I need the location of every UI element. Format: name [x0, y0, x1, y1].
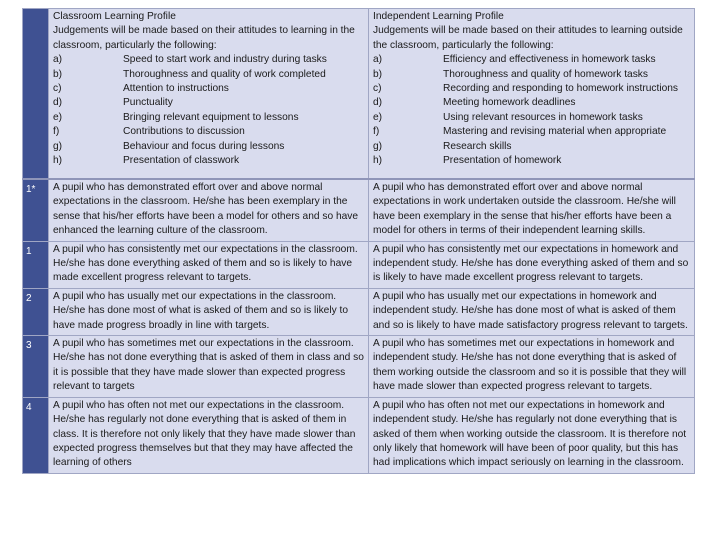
criteria-item: g) Research skills [373, 140, 512, 152]
classroom-descriptor: A pupil who has often not met our expectations in the classroom. He/she has regularly not done everything that is asked of them in class. It is therefore not only likely that they have made slower than expected progress themselves but that they may have affected the learning of others [49, 397, 369, 473]
grade-label: 4 [23, 397, 49, 473]
classroom-descriptor: A pupil who has demonstrated effort over and above normal expectations in the classroom. He/she has been exemplary in the sense that his/her efforts have been a model for others and so have enhanced the learning culture of the classroom. [49, 179, 369, 241]
criteria-item: d) Punctuality [53, 97, 173, 109]
independent-descriptor: A pupil who has usually met our expectations in homework and independent study. He/she has done most of what is asked of them and so is likely to have made satisfactory progress relevant to targets. [369, 288, 695, 335]
criteria-item: a) Speed to start work and industry during tasks [53, 54, 327, 66]
independent-descriptor: A pupil who has often not met our expectations in homework and independent study. He/she has regularly not done everything that is asked of them when working outside the classroom. It is therefore not only likely that homework will have been of poor quality, but this has had implications which impact seriously on learning in the classroom. [369, 397, 695, 473]
grade-label: 3 [23, 336, 49, 398]
criteria-item: e) Bringing relevant equipment to lessons [53, 111, 299, 123]
criteria-item: h) Presentation of homework [373, 155, 562, 167]
grade-label: 1* [23, 179, 49, 241]
grade-label: 1 [23, 241, 49, 288]
grade-label: 2 [23, 288, 49, 335]
criteria-item: b) Thoroughness and quality of work completed [53, 68, 326, 80]
grade-header-cell [23, 9, 49, 180]
classroom-descriptor: A pupil who has usually met our expectations in the classroom. He/she has done most of what is asked of them and so is likely to have made progress broadly in line with targets. [49, 288, 369, 335]
profile-header-row [23, 9, 695, 180]
criteria-item: g) Behaviour and focus during lessons [53, 140, 285, 152]
criteria-item: e) Using relevant resources in homework tasks [373, 111, 643, 123]
classroom-criteria-list [53, 53, 364, 168]
criteria-item: d) Meeting homework deadlines [373, 97, 576, 109]
criteria-item: b) Thoroughness and quality of homework tasks [373, 68, 648, 80]
independent-profile-title: Independent Learning Profile [373, 11, 504, 22]
classroom-profile-title: Classroom Learning Profile [53, 11, 176, 22]
effort-grades-table [22, 8, 695, 474]
independent-descriptor: A pupil who has demonstrated effort over and above normal expectations in work undertaken outside the classroom. He/she will have been exemplary in the sense that his/her efforts have been a model for others in terms of their independent learning skills. [369, 179, 695, 241]
grade-row-2 [23, 288, 695, 335]
criteria-item: c) Recording and responding to homework instructions [373, 83, 679, 95]
independent-criteria-list [373, 53, 690, 168]
independent-descriptor: A pupil who has sometimes met our expectations in homework and independent study. He/she has not done everything that is asked of them working outside the classroom and so it is possible that they will have made slower than expected progress relevant to targets. [369, 336, 695, 398]
classroom-profile-intro: Judgements will be made based on their attitudes to learning in the classroom, particularly the following: [53, 25, 355, 51]
classroom-descriptor: A pupil who has consistently met our expectations in the classroom. He/she has done everything asked of them and so is likely to have made excellent progress relevant to targets. [49, 241, 369, 288]
independent-profile-intro: Judgements will be made based on their attitudes to learning outside the classroom, particularly the following: [373, 25, 683, 51]
criteria-item: f) Mastering and revising material when appropriate [373, 126, 667, 138]
grade-row-4 [23, 397, 695, 473]
independent-profile-cell [369, 9, 695, 180]
criteria-item: c) Attention to instructions [53, 83, 229, 95]
classroom-profile-cell [49, 9, 369, 180]
criteria-item: a) Efficiency and effectiveness in homework tasks [373, 54, 656, 66]
grade-row-1-star [23, 179, 695, 241]
classroom-descriptor: A pupil who has sometimes met our expectations in the classroom. He/she has not done everything that is asked of them in class and so it is possible that they have made slower than expected progress relevant to targets [49, 336, 369, 398]
grade-row-1 [23, 241, 695, 288]
grade-row-3 [23, 336, 695, 398]
criteria-item: f) Contributions to discussion [53, 126, 245, 138]
criteria-item: h) Presentation of classwork [53, 155, 240, 167]
independent-descriptor: A pupil who has consistently met our expectations in homework and independent study. He/she has done everything asked of them and so is likely to have made excellent progress relevant to targets. [369, 241, 695, 288]
